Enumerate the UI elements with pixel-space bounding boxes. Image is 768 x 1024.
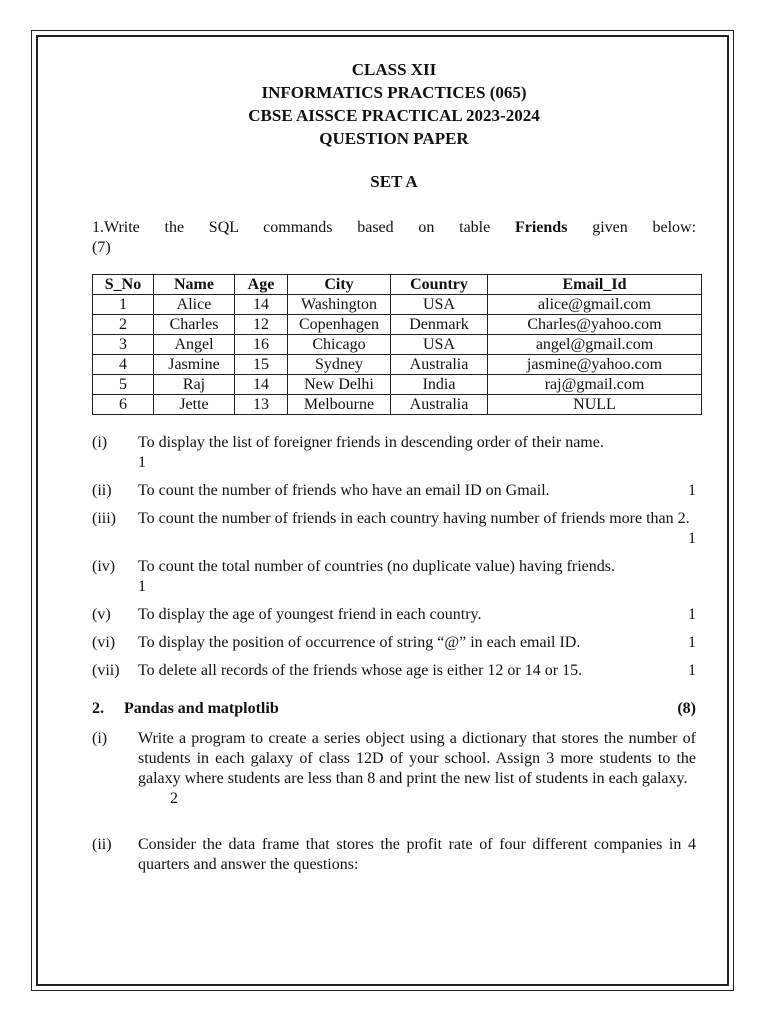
table-cell: Charles [154,315,235,335]
table-cell: Jette [154,395,235,415]
question-marks: 1 [688,482,696,499]
question-number: (ii) [92,482,112,499]
table-cell: Copenhagen [288,315,391,335]
question-text: To count the number of friends who have an email ID on Gmail. [138,482,550,499]
table-cell: Raj [154,375,235,395]
table-row [93,375,702,395]
list-item [92,557,696,597]
table-cell: USA [391,335,488,355]
question-text: To display the position of occurrence of string “@” in each email ID. [138,634,581,651]
question-marks: 2 [170,790,178,807]
section-2-heading [92,699,696,719]
table-cell: 16 [235,335,288,355]
col-age: Age [235,275,288,295]
section-2-number: 2. [92,700,104,717]
table-cell: jasmine@yahoo.com [488,355,702,375]
col-sno: S_No [93,275,154,295]
question-paper [92,58,696,875]
table-cell: USA [391,295,488,315]
question-number: (i) [92,730,108,747]
table-cell: Denmark [391,315,488,335]
table-cell: 6 [93,395,154,415]
table-cell: Alice [154,295,235,315]
list-item [92,509,696,549]
list-item [92,481,696,501]
table-cell: 3 [93,335,154,355]
q1-intro-pre: 1.Write the SQL commands based on table [92,219,491,236]
table-cell: Washington [288,295,391,315]
table-cell: Jasmine [154,355,235,375]
table-row [93,395,702,415]
question-marks: 1 [688,662,696,679]
q1-table-name: Friends [514,219,568,236]
set-label: SET A [370,172,418,191]
table-cell: 2 [93,315,154,335]
table-cell: 4 [93,355,154,375]
table-cell: 14 [235,375,288,395]
q1-marks: (7) [92,239,111,256]
table-cell: Sydney [288,355,391,375]
section-2-question-i [92,729,696,809]
table-cell: Chicago [288,335,391,355]
question-marks: 1 [688,634,696,651]
question-marks: 1 [688,606,696,623]
sql-question-list [92,433,696,681]
question-number: (v) [92,606,111,623]
question-1-intro [92,218,696,238]
table-cell: 1 [93,295,154,315]
question-text: Consider the data frame that stores the profit rate of four different companies in 4 quarters and answer the questions: [138,836,696,873]
list-item [92,605,696,625]
table-cell: raj@gmail.com [488,375,702,395]
col-country: Country [391,275,488,295]
paper-header [92,58,696,150]
table-header-row [93,275,702,295]
exam-title: CBSE AISSCE PRACTICAL 2023-2024 [248,106,540,125]
question-marks: 1 [138,578,146,595]
section-2-title: Pandas and matplotlib [124,700,279,717]
class-title: CLASS XII [351,60,437,79]
table-row [93,355,702,375]
table-cell: 12 [235,315,288,335]
table-cell: angel@gmail.com [488,335,702,355]
question-text: To count the number of friends in each country having number of friends more than 2. [138,510,690,527]
col-name: Name [154,275,235,295]
table-cell: Australia [391,395,488,415]
list-item [92,633,696,653]
question-text: To display the age of youngest friend in each country. [138,606,482,623]
table-cell: 14 [235,295,288,315]
table-cell: alice@gmail.com [488,295,702,315]
list-item [92,661,696,681]
table-row [93,335,702,355]
question-number: (iii) [92,510,116,527]
table-cell: New Delhi [288,375,391,395]
col-email: Email_Id [488,275,702,295]
table-cell: Angel [154,335,235,355]
question-number: (ii) [92,836,112,853]
question-number: (vi) [92,634,116,651]
table-cell: 13 [235,395,288,415]
section-2-marks: (8) [677,700,696,717]
table-cell: India [391,375,488,395]
subject-title: INFORMATICS PRACTICES (065) [261,83,527,102]
table-row [93,315,702,335]
question-number: (vii) [92,662,120,679]
question-number: (iv) [92,558,116,575]
question-marks: 1 [138,454,146,471]
table-cell: 5 [93,375,154,395]
table-cell: NULL [488,395,702,415]
question-number: (i) [92,434,108,451]
section-2-question-ii [92,835,696,875]
friends-table [92,274,702,415]
question-text: To delete all records of the friends whose age is either 12 or 14 or 15. [138,662,583,679]
question-text: To display the list of foreigner friends in descending order of their name. [138,434,604,451]
question-text: To count the total number of countries (no duplicate value) having friends. [138,558,615,575]
q1-intro-post: given below: [592,219,697,236]
table-cell: Charles@yahoo.com [488,315,702,335]
question-marks: 1 [688,530,696,547]
table-cell: Australia [391,355,488,375]
table-cell: Melbourne [288,395,391,415]
list-item [92,433,696,473]
paper-title: QUESTION PAPER [319,129,469,148]
col-city: City [288,275,391,295]
table-cell: 15 [235,355,288,375]
table-row [93,295,702,315]
question-text: Write a program to create a series object using a dictionary that stores the number of students in each galaxy of class 12D of your school. Assign 3 more students to the galaxy where students are less than 8 and print the new list of students in each galaxy. [138,730,696,787]
